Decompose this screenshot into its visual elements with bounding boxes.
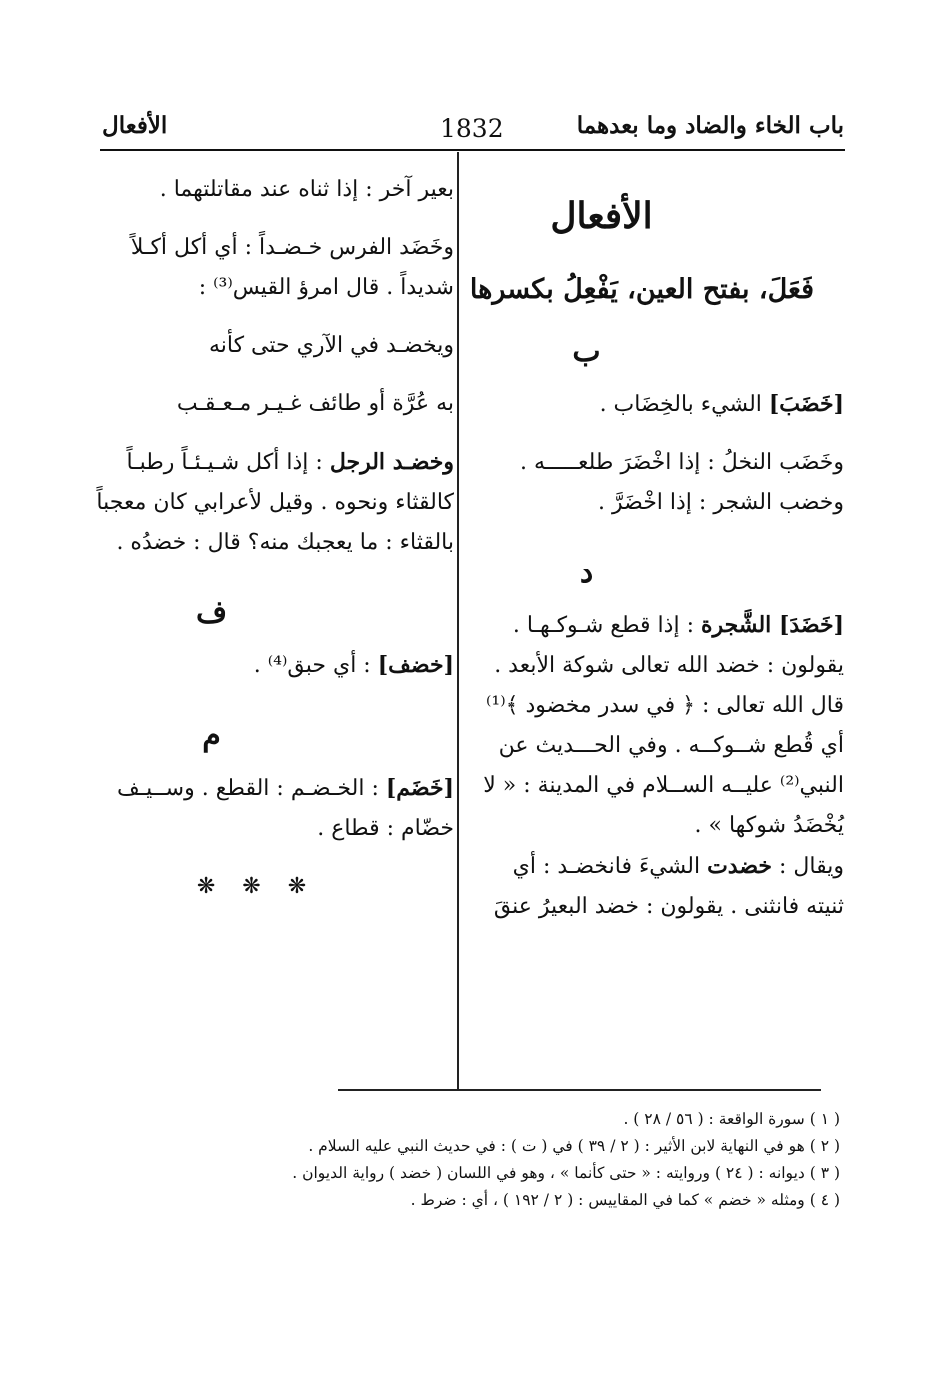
entry-term: [خَضَدَ] الشَّجرة (700, 612, 844, 638)
text-line: النبي⁽²⁾ عليــه الســلام في المدينة : « لا (483, 773, 844, 798)
footnote: ( ٤ ) ومثله « خضم » كما في المقاييس : ( ٢ / ١٩٢ ) ، أي : ضرط . (410, 1191, 840, 1209)
verse-line: ويخضـد في الآري حتى كأنه (208, 333, 454, 358)
right-column (469, 180, 844, 927)
entry-text: : إذا قطع شـوكـهـا . (512, 613, 701, 638)
column-divider (457, 152, 459, 1090)
section-title: الأفعال (102, 112, 168, 139)
letter-heading-m: م (202, 718, 221, 753)
page-header (100, 108, 844, 152)
footnotes (100, 1106, 840, 1214)
text-line: بالقثاء : ما يعجبك منه؟ قال : خضدُه . (116, 530, 454, 555)
pattern-heading: فَعَلَ، بفتح العين، يَفْعِلُ بكسرها (469, 274, 814, 305)
entry-term: [خضف] (377, 652, 454, 678)
footnote: ( ٢ ) هو في النهاية لابن الأثير : ( ٢ / ٣٩ ) في ( ت ) : في حديث النبي عليه السلام . (308, 1137, 840, 1155)
text-line (479, 846, 844, 887)
entry-khadaba (479, 384, 844, 425)
footnote-rule (338, 1089, 821, 1091)
text-line: وخضب الشجر : إذا اخْضَرَّ . (597, 490, 844, 515)
entry-khadafa (99, 645, 454, 686)
entry-khadada (479, 605, 844, 646)
left-column (96, 170, 454, 907)
text-line: كالقثاء ونحوه . وقيل لأعرابي كان معجباً (96, 490, 454, 515)
text-line: وخَضَد الفرس خـضـداً : أي أكل أكـلاً (130, 235, 454, 260)
entry-term: [خَضَبَ] (768, 391, 844, 417)
text-line (99, 442, 454, 483)
text-line: ثنيته فانثنى . يقولون : خضد البعيرُ عنقَ (493, 894, 844, 919)
entry-text: : الخـضـم : القطع . وســيـف (116, 776, 386, 801)
text-line: خضّام : قطاع . (317, 816, 454, 841)
entry-text: : إذا أكل شـيـئـاً رطبـاً (126, 450, 330, 475)
entry-khadama (99, 768, 454, 809)
entry-text: : أي حبق⁽⁴⁾ . (253, 653, 378, 678)
footnote: ( ١ ) سورة الواقعة : ( ٥٦ / ٢٨ ) . (623, 1110, 840, 1128)
letter-heading-d: د (579, 555, 594, 590)
text-line: يقولون : خضد الله تعالى شوكة الأبعد . (494, 653, 844, 678)
letter-heading-b: ب (572, 334, 601, 369)
text-line: يُخْضَدُ شوكها » . (694, 813, 844, 838)
text-line: بعير آخر : إذا ثناه عند مقاتلتهما . (159, 177, 454, 202)
text-part: ويقال : (772, 854, 844, 879)
entry-text: الشيء بالخِضَاب . (599, 392, 769, 417)
entry-term: [خَضَم] (385, 775, 454, 801)
verse-line: به عُرَّة أو طائف غـيـر مـعـقـب (176, 391, 454, 416)
text-line: أي قُطع شــوكــه . وفي الحـــديث عن (498, 733, 844, 758)
page-number: 1832 (440, 114, 504, 143)
main-heading: الأفعال (550, 195, 653, 237)
text-line: شديداً . قال امرؤ القيس⁽³⁾ : (198, 275, 454, 300)
letter-heading-f: ف (195, 595, 228, 630)
chapter-title: باب الخاء والضاد وما بعدهما (576, 112, 844, 139)
text-line: وخَضَب النخلُ : إذا اخْضَرَ طلعـــــه . (520, 450, 844, 475)
text-part: الشيءَ فانخضـد : أي (512, 854, 708, 879)
text-line: قال الله تعالى : ﴿ في سدر مخضود ﴾⁽¹⁾ (485, 693, 844, 718)
entry-term: خضدت (707, 853, 773, 879)
section-end-stars: ❋ ❋ ❋ (196, 874, 317, 899)
header-rule (100, 149, 845, 151)
footnote: ( ٣ ) ديوانه : ( ٢٤ ) وروايته : « حتى كأنما » ، وهو في اللسان ( خضد ) رواية الديوان . (292, 1164, 840, 1182)
entry-term: وخضـد الرجل (329, 449, 454, 475)
